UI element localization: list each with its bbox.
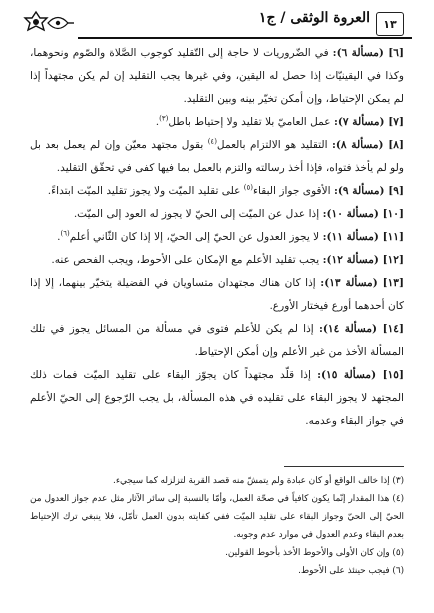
masala-text: التقليد هو الالتزام بالعمل: [216, 139, 332, 151]
masala-number: [٨] (مسألة ٨):: [331, 139, 404, 151]
masala-14: [30, 318, 404, 364]
masala-text: إذا قلّد مجتهداً كان يجوّز البقاء على تقليد الميّت فمات ذلك المجتهد لا يجوز البقاء على تقليده في هذه المسألة، بل يجب الرّجوع إلى الحيّ الأعلم في جواز البقاء وعدمه.: [30, 369, 404, 427]
masala-number: [١٤] (مسألة ١٤):: [318, 323, 404, 335]
page-header: [22, 10, 412, 40]
masala-number: [٩] (مسألة ٩):: [333, 185, 404, 197]
footnotes: [30, 472, 404, 580]
masala-number: [١٣] (مسألة ١٣):: [320, 277, 404, 289]
main-text: [30, 42, 404, 433]
footnote-6: (٦) فيجب حينئذ على الأحوط.: [298, 566, 404, 576]
masala-text: الأقوى جواز البقاء: [253, 185, 334, 197]
page-number: ١٣: [376, 12, 404, 36]
ornament-icon: [22, 8, 74, 38]
masala-8: [30, 134, 404, 180]
running-title: العروة الوثقى / ج١: [258, 10, 370, 26]
masala-text-tail: على تقليد الميّت ولا يجوز تقليد الميّت ابتداءً.: [47, 185, 244, 197]
masala-6: [30, 42, 404, 111]
footnote-separator: [284, 466, 404, 467]
masala-number: [١٢] (مسألة ١٢):: [322, 254, 404, 266]
masala-text: إذا كان هناك مجتهدان متساويان في الفضيلة يتخيّر بينهما، إلا إذا كان أحدهما أورع فيختار الأورع.: [30, 277, 404, 312]
masala-text: إذا عدل عن الميّت إلى الحيّ لا يجوز له العود إلى الميّت.: [73, 208, 323, 220]
masala-text: في الضّروريات لا حاجة إلى التّقليد كوجوب الصَّلاة والصّوم ونحوهما، وكذا في اليقينيّات إذا حصل له اليقين، وفي غيرها يجب التقليد إن لم يكن مجتهداً إذا لم يمكن الإحتياط، وإن أمكن تخيّر بينه وبين التقليد.: [30, 47, 404, 105]
masala-number: [٧] (مسألة ٧):: [333, 116, 404, 128]
footnote-4: (٤) هذا المقدار إنّما يكون كافياً في صحّة العمل، وأمّا بالنسبة إلى سائر الآثار مثل عدم جواز العدول من الحيّ إلى الحيّ وجواز البقاء على تقليد الميّت ففي كفايته بدون العمل تأمّل، فلا ينبغي ترك الإحتياط بعدم البقاء وعدم العدول في موارد عدم وجوبه.: [30, 494, 404, 540]
masala-12: [30, 249, 404, 272]
footnote-ref: (٦): [60, 229, 70, 238]
masala-7: [30, 111, 404, 134]
masala-10: [30, 203, 404, 226]
footnote-3: (٣) إذا خالف الواقع أو كان عبادة ولم يتمشّ منه قصد القربة لتزلزله كما سيجيء.: [113, 476, 404, 486]
footnote-ref: (٣): [159, 114, 169, 123]
masala-9: [30, 180, 404, 203]
footnote-ref: (٤): [207, 137, 217, 146]
masala-text-tail: بقول مجتهد معيّن وإن لم يعمل بعد بل ولو لم يأخذ فتواه، فإذا أخذ رسالته والتزم بالعمل بما فيها كفى في تحقّق التقليد.: [30, 139, 404, 174]
masala-13: [30, 272, 404, 318]
masala-number: [١٥] (مسألة ١٥):: [317, 369, 404, 381]
masala-number: [١١] (مسألة ١١):: [322, 231, 404, 243]
masala-text-tail: .: [155, 116, 160, 128]
masala-text: يجب تقليد الأعلم مع الإمكان على الأحوط، ويجب الفحص عنه.: [51, 254, 323, 266]
footnote-ref: (٥): [243, 183, 254, 192]
footnote-5: (٥) وإن كان الأولى والأحوط الأخذ بأحوط القولين.: [225, 548, 404, 558]
masala-text: إذا لم يكن للأعلم فتوى في مسألة من المسائل يجوز في تلك المسألة الأخذ من غير الأعلم وإن أمكن الإحتياط.: [30, 323, 404, 358]
masala-text-tail: .: [57, 231, 61, 243]
masala-text: لا يجوز العدول عن الحيّ إلى الحيّ، إلا إذا كان الثّاني أعلم: [69, 231, 323, 243]
masala-15: [30, 364, 404, 433]
masala-number: [١٠] (مسألة ١٠):: [322, 208, 404, 220]
masala-11: [30, 226, 404, 249]
header-rule: [78, 37, 412, 39]
masala-number: [٦] (مسألة ٦):: [332, 47, 404, 59]
masala-text: عمل العاميّ بلا تقليد ولا إحتياط باطل: [168, 116, 334, 128]
